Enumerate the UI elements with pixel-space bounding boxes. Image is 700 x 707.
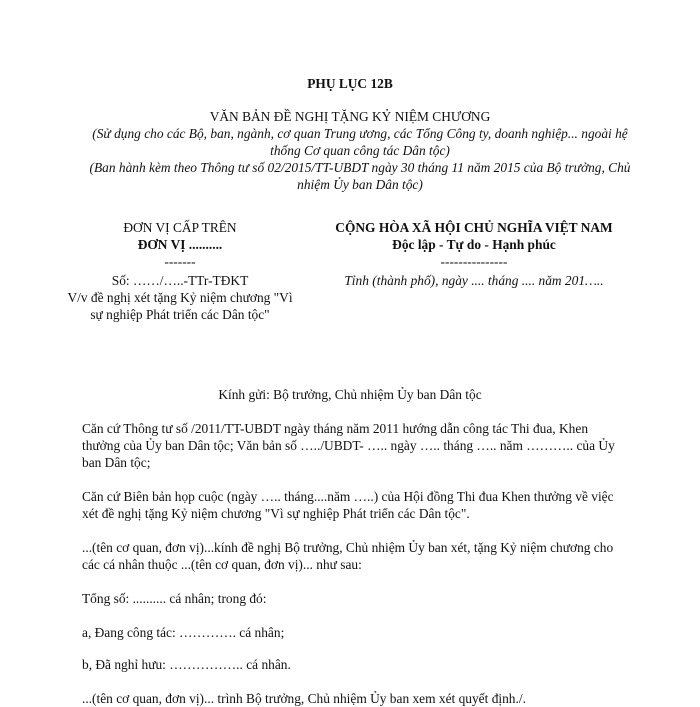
unit-label: ĐƠN VỊ .......... [137, 237, 223, 252]
document-subject: V/v đề nghị xét tặng Kỷ niệm chương "Vì sự nghiệp Phát triển các Dân tộc" [67, 290, 293, 322]
legal-basis-paragraph: Căn cứ Thông tư số /2011/TT-UBDT ngày tháng năm 2011 hướng dẫn công tác Thi đua, Khen thưởng của Ủy ban Dân tộc; Văn bản số …../UBDT- ….. ngày ….. tháng ….. năm ……….. của Ủy ban Dân tộc; [82, 421, 615, 470]
retired-count-line: b, Đã nghỉ hưu: …………….. cá nhân. [82, 657, 291, 672]
total-count-line: Tổng số: .......... cá nhân; trong đó: [82, 591, 267, 606]
motto-divider: --------------- [440, 254, 508, 269]
superior-unit-label: ĐƠN VỊ CẤP TRÊN [123, 220, 237, 235]
salutation: Kính gửi: Bộ trưởng, Chủ nhiệm Ủy ban Dân tộc [218, 387, 482, 402]
issued-note: (Ban hành kèm theo Thông tư số 02/2015/TT-UBDT ngày 30 tháng 11 năm 2015 của Bộ trưởng, Chủ nhiệm Ủy ban Dân tộc) [89, 160, 631, 192]
request-paragraph: ...(tên cơ quan, đơn vị)...kính đề nghị Bộ trưởng, Chủ nhiệm Ủy ban xét, tặng Kỷ niệm chương cho các cá nhân thuộc ...(tên cơ quan, đơn vị)... như sau: [82, 540, 614, 572]
issuer-block [60, 219, 300, 323]
closing-line: ...(tên cơ quan, đơn vị)... trình Bộ trưởng, Chủ nhiệm Ủy ban xem xét quyết định./. [82, 691, 526, 706]
meeting-basis-paragraph: Căn cứ Biên bản họp cuộc (ngày ….. tháng....năm …..) của Hội đồng Thi đua Khen thưởng về việc xét đề nghị tặng Kỷ niệm chương "Vì sự nghiệp Phát triển các Dân tộc". [82, 489, 614, 521]
issuer-divider: ------- [164, 254, 196, 269]
national-header-block [278, 219, 670, 289]
document-title: VĂN BẢN ĐỀ NGHỊ TẶNG KỶ NIỆM CHƯƠNG [209, 109, 491, 124]
document-number: Số: ……/…..-TTr-TĐKT [111, 273, 249, 288]
country-name: CỘNG HÒA XÃ HỘI CHỦ NGHĨA VIỆT NAM [335, 220, 613, 235]
national-motto: Độc lập - Tự do - Hạnh phúc [392, 237, 556, 252]
appendix-title: PHỤ LỤC 12B [307, 76, 393, 91]
active-count-line: a, Đang công tác: …………. cá nhân; [82, 625, 285, 640]
place-date: Tỉnh (thành phố), ngày .... tháng .... năm 201….. [344, 273, 604, 288]
usage-note: (Sử dụng cho các Bộ, ban, ngành, cơ quan Trung ương, các Tổng Công ty, doanh nghiệp... ngoài hệ thống Cơ quan công tác Dân tộc) [92, 126, 628, 158]
